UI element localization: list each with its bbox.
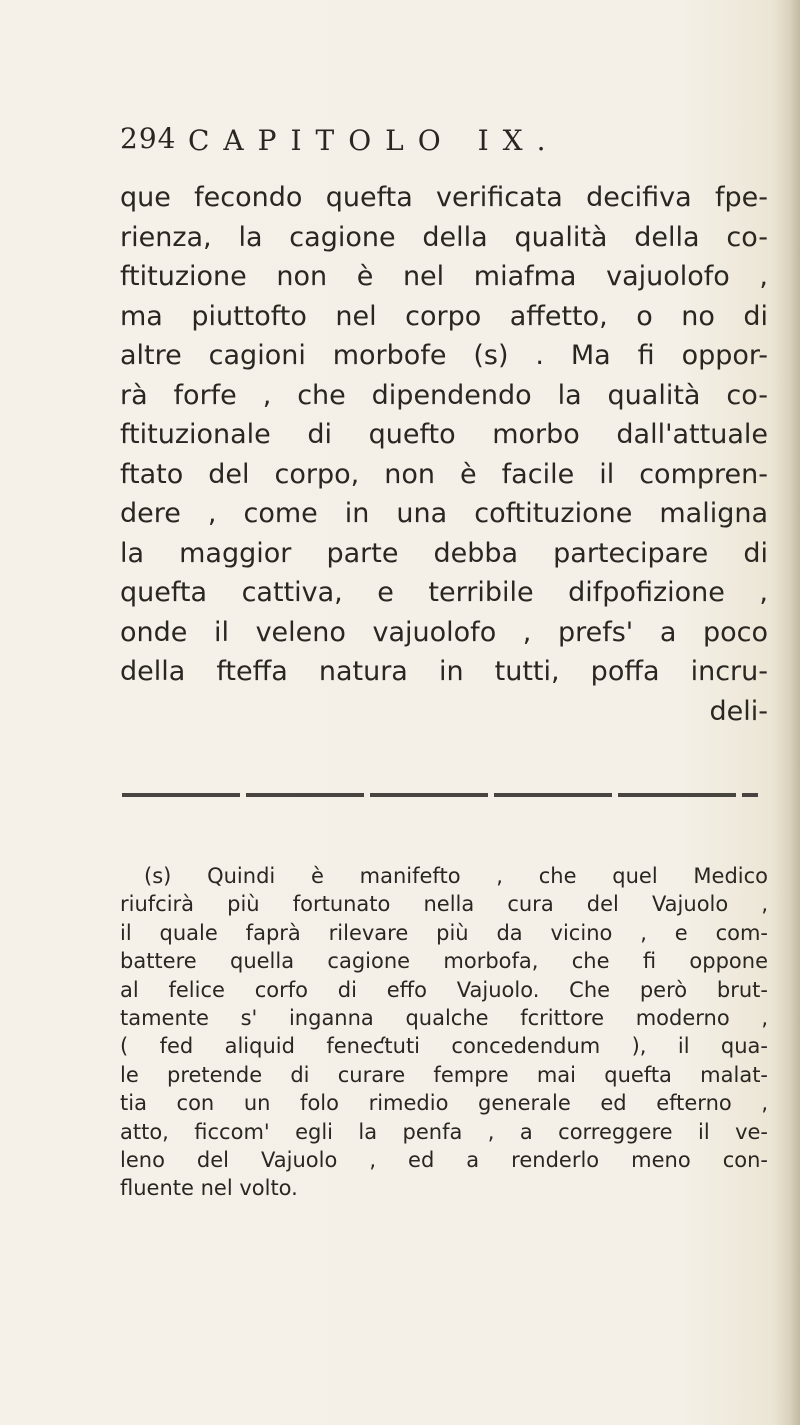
footnote-line: tia con un folo rimedio generale ed efterno , — [120, 1091, 768, 1116]
text-line: ftituzionale di quefto morbo dall'attuale — [120, 419, 768, 450]
text-line: onde il veleno vajuolofo , prefs' a poco — [120, 616, 768, 648]
footnote-line: riufcirà più fortunato nella cura del Vajuolo , — [120, 892, 768, 917]
text-line: que fecondo quefta verificata decifiva fpe- — [120, 182, 768, 213]
footnote-line: il quale faprà rilevare più da vicino , e com- — [120, 920, 768, 945]
footnote-line: ( fed aliquid feneƈtuti concedendum ), il qua- — [120, 1034, 768, 1059]
text-line: quefta cattiva, e terribile difpofizione , — [120, 577, 768, 608]
footnote-separator-rule — [122, 793, 758, 797]
text-line: ftituzione non è nel miafma vajuolofo , — [120, 261, 768, 292]
text-line: dere , come in una coftituzione maligna — [120, 498, 768, 529]
footnote-line: atto, ficcom' egli la penfa , a correggere il ve- — [120, 1119, 768, 1144]
text-line: altre cagioni morbofe (s) . Ma fi oppor- — [120, 340, 768, 371]
footnote-line: fluente nel volto. — [120, 1176, 298, 1201]
text-line: la maggior parte debba partecipare di — [120, 537, 768, 569]
footnote-line: leno del Vajuolo , ed a renderlo meno con- — [120, 1147, 768, 1172]
running-head: CAPITOLO IX. — [188, 124, 560, 157]
text-line: rà forfe , che dipendendo la qualità co- — [120, 379, 768, 411]
text-line: ftato del corpo, non è facile il compren- — [120, 458, 768, 490]
footnote — [120, 862, 768, 1203]
text-line: ma piuttofto nel corpo affetto, o no di — [120, 300, 768, 332]
footnote-line: battere quella cagione morbofa, che fi oppone — [120, 949, 768, 974]
page-number: 294 — [120, 122, 177, 155]
page-header — [120, 122, 680, 172]
page-edge-shadow — [774, 0, 800, 1425]
footnote-line: (s) Quindi è manifefto , che quel Medico — [144, 864, 768, 888]
footnote-line: al felice corfo di effo Vajuolo. Che però brut- — [120, 977, 768, 1002]
catchword: deli- — [709, 695, 768, 727]
footnote-line: le pretende di curare fempre mai quefta malat- — [120, 1062, 768, 1087]
footnote-line: tamente s' inganna qualche fcrittore moderno , — [120, 1005, 768, 1030]
text-line: della fteffa natura in tutti, poffa incru- — [120, 656, 768, 687]
text-line: rienza, la cagione della qualità della co- — [120, 221, 768, 253]
main-text — [120, 178, 768, 731]
